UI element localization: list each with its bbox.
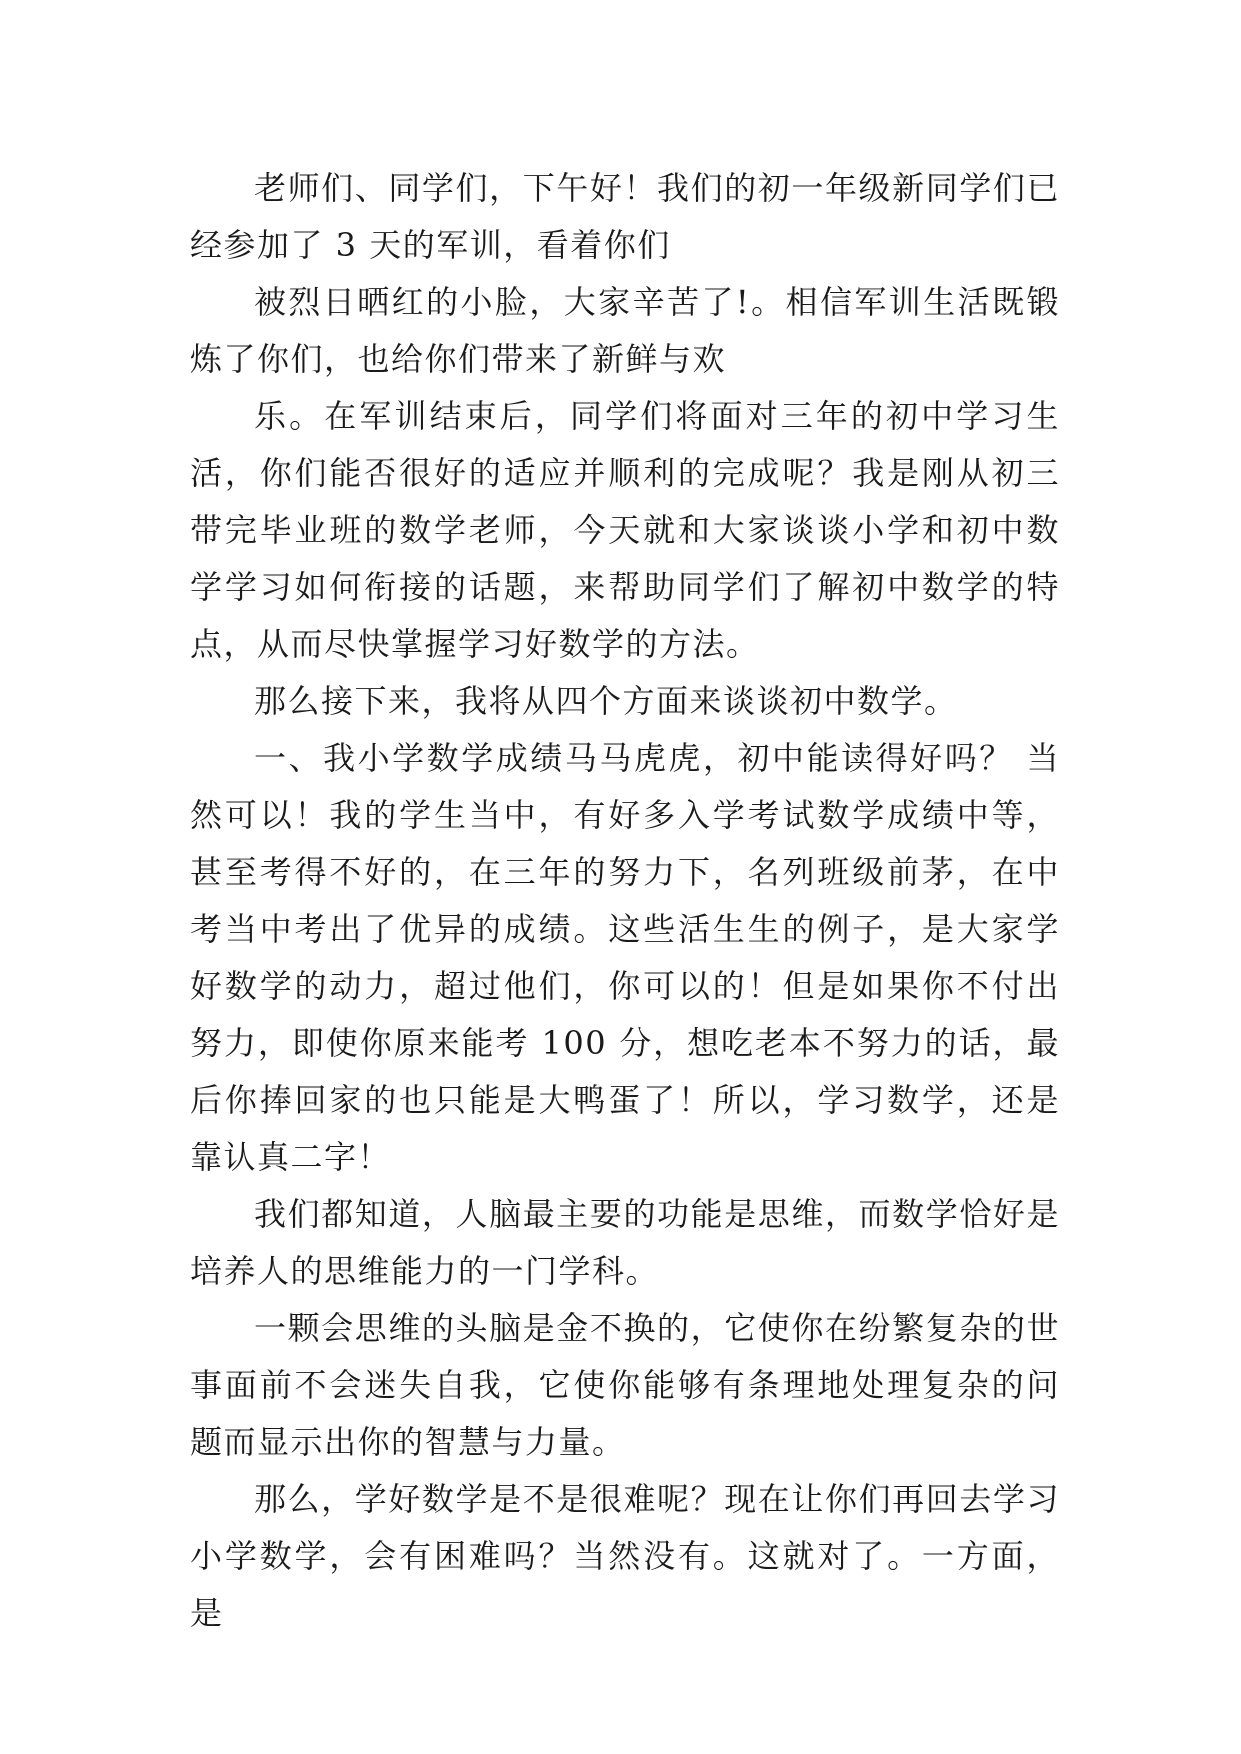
paragraph-3: 乐。在军训结束后，同学们将面对三年的初中学习生活，你们能否很好的适应并顺利的完成呢？我是刚从初三带完毕业班的数学老师，今天就和大家谈谈小学和初中数学学习如何衔接的话题，来帮助同学们了解初中数学的特点，从而尽快掌握学习好数学的方法。 bbox=[190, 397, 1060, 663]
paragraph-8: 那么，学好数学是不是很难呢？现在让你们再回去学习小学数学，会有困难吗？当然没有。这就对了。一方面，是 bbox=[190, 1480, 1060, 1632]
paragraph-4: 那么接下来，我将从四个方面来谈谈初中数学。 bbox=[254, 682, 958, 720]
paragraph-2: 被烈日晒红的小脸，大家辛苦了!。相信军训生活既锻炼了你们，也给你们带来了新鲜与欢 bbox=[190, 283, 1060, 378]
paragraph-7: 一颗会思维的头脑是金不换的，它使你在纷繁复杂的世事面前不会迷失自我，它使你能够有条理地处理复杂的问题而显示出你的智慧与力量。 bbox=[190, 1309, 1060, 1461]
document-body bbox=[190, 160, 1060, 1642]
paragraph-1: 老师们、同学们，下午好！我们的初一年级新同学们已经参加了 3 天的军训，看着你们 bbox=[190, 169, 1060, 264]
paragraph-6: 我们都知道，人脑最主要的功能是思维，而数学恰好是培养人的思维能力的一门学科。 bbox=[190, 1195, 1060, 1290]
paragraph-5: 一、我小学数学成绩马马虎虎，初中能读得好吗？ 当然可以！我的学生当中，有好多入学考试数学成绩中等，甚至考得不好的，在三年的努力下，名列班级前茅，在中考当中考出了优异的成绩。这些活生生的例子，是大家学好数学的动力，超过他们，你可以的！但是如果你不付出努力，即使你原来能考 100 分，想吃老本不努力的话，最后你捧回家的也只能是大鸭蛋了！所以，学习数学，还是靠认真二字！ bbox=[190, 739, 1060, 1176]
